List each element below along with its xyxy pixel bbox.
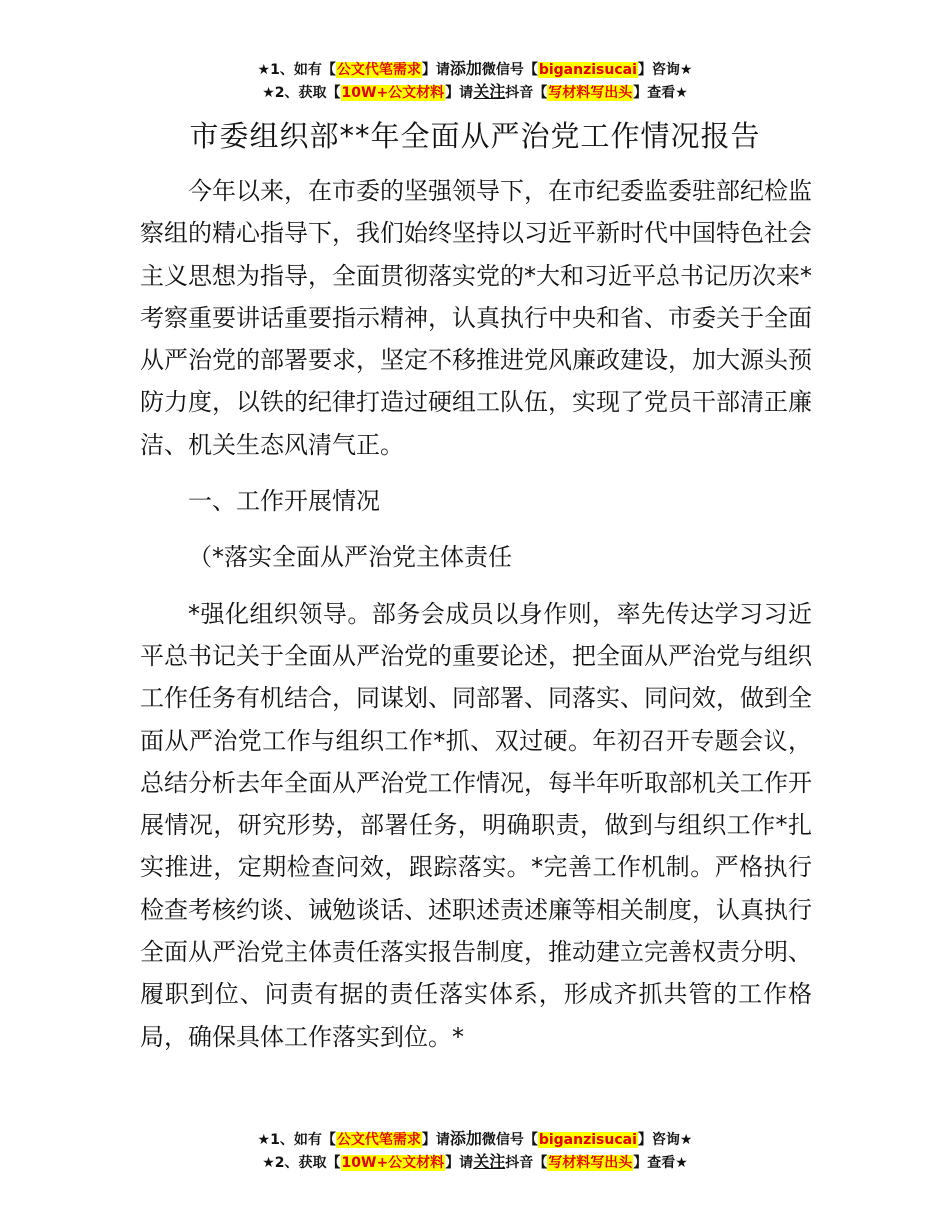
promo-line-1 [0,1128,950,1151]
promo-text: ★1、如有【 [257,1132,336,1148]
document-body [140,170,812,1058]
promo-text: 】查看★ [633,85,688,101]
promo-emphasis: 关注 [473,1152,506,1171]
promo-highlight-douyin: 写材料写出头 [548,1155,633,1171]
promo-line-2 [0,81,950,104]
promo-text: 抖音【 [505,1155,548,1171]
subsection-heading: （*落实全面从严治党主体责任 [188,543,512,572]
promo-text: 】咨询★ [637,1132,693,1148]
intro-paragraph: 今年以来，在市委的坚强领导下，在市纪委监委驻部纪检监察组的精心指导下，我们始终坚持以习近平新时代中国特色社会主义思想为指导，全面贯彻落实党的*大和习近平总书记历次来*考察重要讲话重要指示精神，认真执行中央和省、市委关于全面从严治党的部署要求，坚定不移推进党风廉政建设，加大源头预防力度，以铁的纪律打造过硬组工队伍，实现了党员干部清正廉洁、机关生态风清气正。 [140,177,812,459]
promo-text: 】请 [421,62,450,78]
body-paragraph: *强化组织领导。部务会成员以身作则，率先传达学习习近平总书记关于全面从严治党的重要论述，把全面从严治党与组织工作任务有机结合，同谋划、同部署、同落实、同问效，做到全面从严治党工作与组织工作*抓、双过硬。年初召开专题会议，总结分析去年全面从严治党工作情况，每半年听取部机关工作开展情况，研究形势，部署任务，明确职责，做到与组织工作*扎实推进，定期检查问效，跟踪落实。*完善工作机制。严格执行检查考核约谈、诫勉谈话、述职述责述廉等相关制度，认真执行全面从严治党主体责任落实报告制度，推动建立完善权责分明、履职到位、问责有据的责任落实体系，形成齐抓共管的工作格局，确保具体工作落实到位。* [140,599,812,1051]
promo-banner-bottom [0,1128,950,1174]
promo-text: 】查看★ [633,1155,688,1171]
promo-text: 微信号【 [481,62,538,78]
promo-text: 】请 [445,85,474,101]
promo-highlight-materials: 10W+公文材料 [341,1155,445,1171]
promo-highlight-materials: 10W+公文材料 [341,85,445,101]
promo-emphasis: 关注 [473,82,506,101]
promo-emphasis: 添加 [449,1129,482,1148]
promo-text: 抖音【 [505,85,548,101]
promo-banner-top [0,58,950,104]
section-heading: 一、工作开展情况 [188,487,380,516]
promo-highlight-wechat: biganzisucai [538,1132,637,1148]
promo-text: ★2、获取【 [262,1155,341,1171]
promo-text: ★1、如有【 [257,62,336,78]
promo-line-1 [0,58,950,81]
promo-highlight-service: 公文代笔需求 [336,1132,421,1148]
promo-highlight-wechat: biganzisucai [538,62,637,78]
promo-text: 】咨询★ [637,62,693,78]
promo-text: 】请 [421,1132,450,1148]
promo-line-2 [0,1151,950,1174]
promo-emphasis: 添加 [449,59,482,78]
promo-text: 微信号【 [481,1132,538,1148]
promo-text: ★2、获取【 [262,85,341,101]
promo-highlight-douyin: 写材料写出头 [548,85,633,101]
promo-highlight-service: 公文代笔需求 [336,62,421,78]
promo-text: 】请 [445,1155,474,1171]
document-title: 市委组织部**年全面从严治党工作情况报告 [189,119,761,153]
